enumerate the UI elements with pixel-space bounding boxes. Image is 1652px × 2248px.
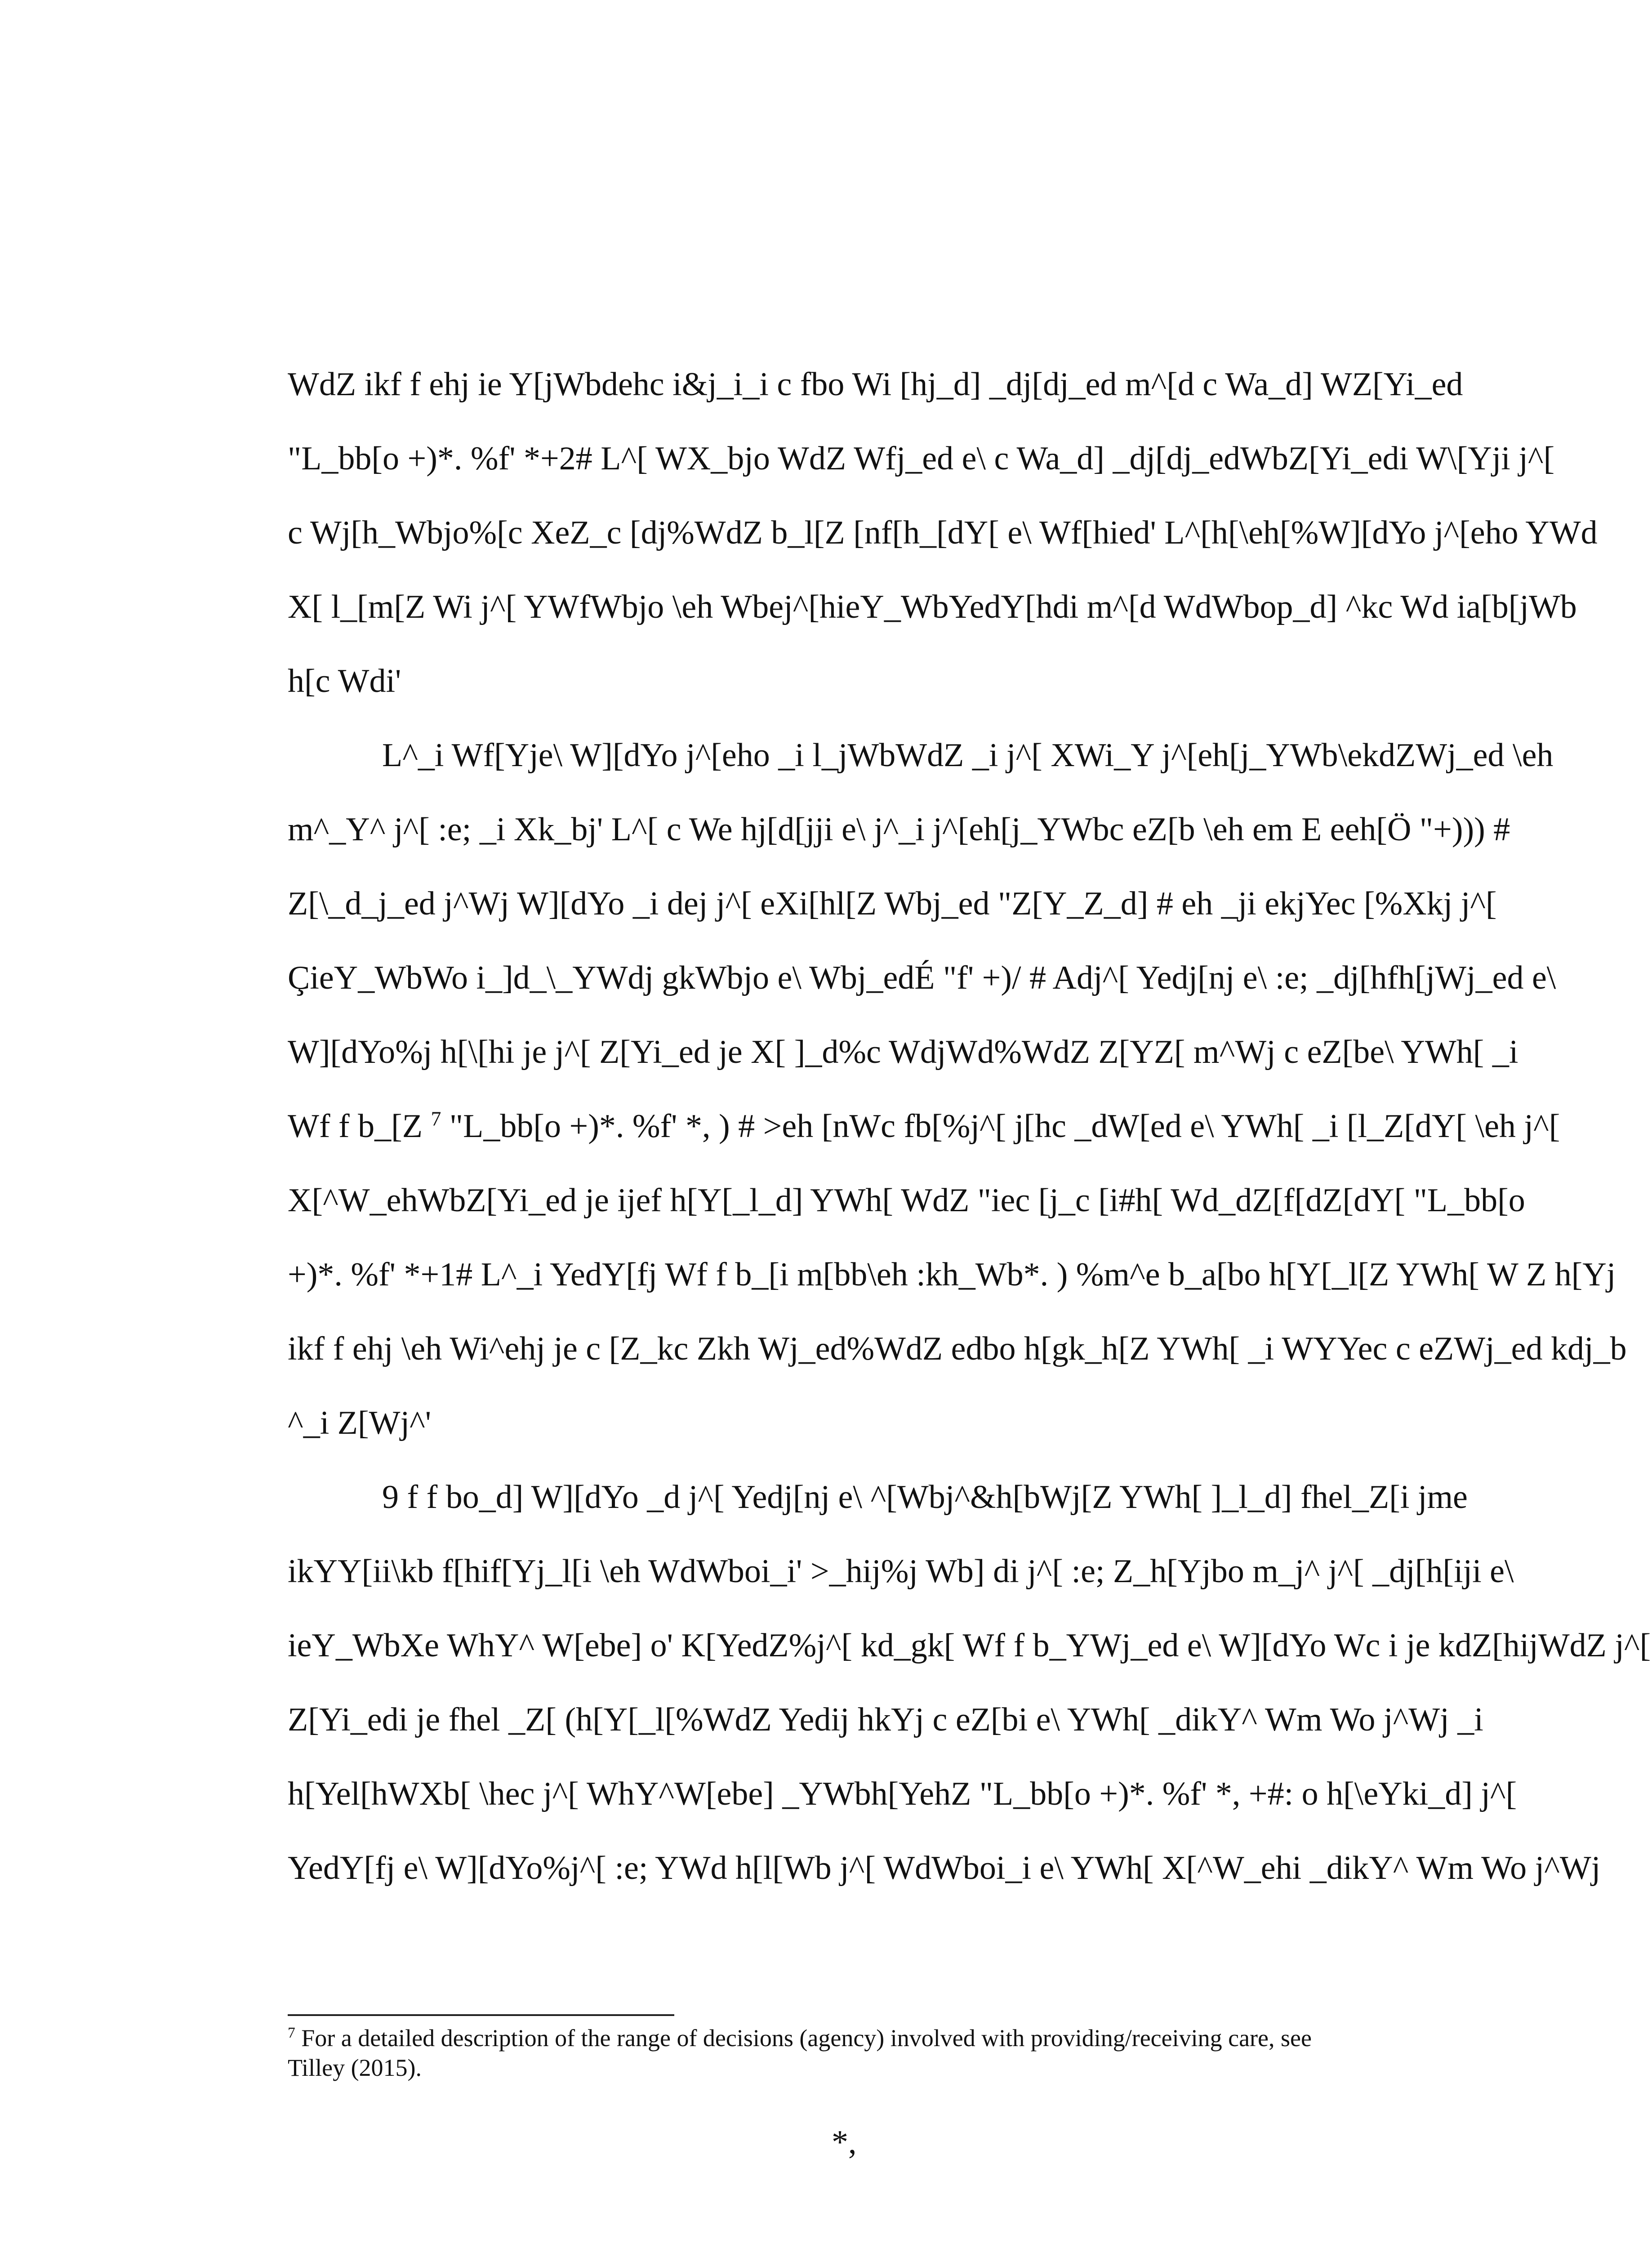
- text-line: WdZ ikf f ehj ie Y[jWbdehc i&j_i_i c fbo Wi [hj_d] _dj[dj_ed m^[d c Wa_d] WZ[Yi_ed: [288, 366, 1463, 403]
- text-line: ikYY[ii\kb f[hif[Yj_l[i \eh WdWboi_i' >_hij%j Wb] di j^[ :e; Z_h[Yjbo m_j^ j^[ _dj[h[iji e\: [288, 1553, 1514, 1590]
- footnote-text-1: For a detailed description of the range of decisions (agency) involved with providing/receiving care, see: [301, 2025, 1312, 2052]
- text-line: ieY_WbXe WhY^ W[ebe] o' K[YedZ%j^[ kd_gk[ Wf f b_YWj_ed e\ W][dYo Wc i je kdZ[hijWdZ j^[: [288, 1627, 1651, 1664]
- text-line: Z[\_d_j_ed j^Wj W][dYo _i dej j^[ eXi[hl[Z Wbj_ed "Z[Y_Z_d] # eh _ji ekjYec [%Xkj j^[: [288, 885, 1497, 922]
- text-line: h[Yel[hWXb[ \hec j^[ WhY^W[ebe] _YWbh[YehZ "L_bb[o +)*. %f' *, +#: o h[\eYki_d] j^[: [288, 1775, 1517, 1812]
- footnote-marker: 7: [288, 2025, 295, 2041]
- text-line: X[ l_[m[Z Wi j^[ YWfWbjo \eh Wbej^[hieY_WbYedY[hdi m^[d WdWbop_d] ^kc Wd ia[b[jWb: [288, 589, 1577, 625]
- text-line: Z[Yi_edi je fhel _Z[ (h[Y[_l[%WdZ Yedij hkYj c eZ[bi e\ YWh[ _dikY^ Wm Wo j^Wj _i: [288, 1701, 1483, 1738]
- page-number: *,: [832, 2124, 857, 2161]
- text-line: 9 f f bo_d] W][dYo _d j^[ Yedj[nj e\ ^[Wbj^&h[bWj[Z YWh[ ]_l_d] fhel_Z[i jme: [382, 1479, 1468, 1516]
- footnote-line-1: [288, 2023, 1438, 2053]
- text-line: W][dYo%j h[\[hi je j^[ Z[Yi_ed je X[ ]_d%c WdjWd%WdZ Z[YZ[ m^Wj c eZ[be\ YWh[ _i: [288, 1034, 1518, 1070]
- text-line: m^_Y^ j^[ :e; _i Xk_bj' L^[ c We hj[d[jji e\ j^_i j^[eh[j_YWbc eZ[b \eh em E eeh[Ö "+))) #: [288, 811, 1510, 848]
- text-line: L^_i Wf[Yje\ W][dYo j^[eho _i l_jWbWdZ _i j^[ XWi_Y j^[eh[j_YWb\ekdZWj_ed \eh: [382, 737, 1554, 774]
- text-line: +)*. %f' *+1# L^_i YedY[fj Wf f b_[i m[bb\eh :kh_Wb*. ) %m^e b_a[bo h[Y[_l[Z YWh[ W Z h[Yj: [288, 1256, 1616, 1293]
- text-line: X[^W_ehWbZ[Yi_ed je ijef h[Y[_l_d] YWh[ WdZ "iec [j_c [i#h[ Wd_dZ[f[dZ[dY[ "L_bb[o: [288, 1182, 1525, 1219]
- text-line: Wf f b_[Z $^7$ "L_bb[o +)*. %f' *, ) # >eh [nWc fb[%j^[ j[hc _dW[ed e\ YWh[ _i [l_Z[dY[ \eh j^[: [288, 1107, 1560, 1145]
- text-line: ^_i Z[Wj^': [288, 1405, 432, 1441]
- text-line: h[c Wdi': [288, 663, 401, 700]
- text-line: ikf f ehj \eh Wi^ehj je c [Z_kc Zkh Wj_ed%WdZ edbo h[gk_h[Z YWh[ _i WYYec c eZWj_ed kdj_b: [288, 1330, 1627, 1367]
- text-line: c Wj[h_Wbjo%[c XeZ_c [dj%WdZ b_l[Z [nf[h_[dY[ e\ Wf[hied' L^[h[\eh[%W][dYo j^[eho YWd: [288, 514, 1598, 551]
- footnote-text-2: Tilley (2015).: [288, 2054, 422, 2081]
- footnote-line-2: [288, 2053, 1438, 2083]
- text-line: "L_bb[o +)*. %f' *+2# L^[ WX_bjo WdZ Wfj_ed e\ c Wa_d] _dj[dj_edWbZ[Yi_edi W\[Yji j^[: [288, 440, 1555, 477]
- text-line: YedY[fj e\ W][dYo%j^[ :e; YWd h[l[Wb j^[ WdWboi_i e\ YWh[ X[^W_ehi _dikY^ Wm Wo j^Wj: [288, 1850, 1601, 1887]
- text-line: ÇieY_WbWo i_]d_\_YWdj gkWbjo e\ Wbj_edÉ "f' +)/ # Adj^[ Yedj[nj e\ :e; _dj[hfh[jWj_ed e\: [288, 959, 1556, 996]
- footnote-reference: 7: [431, 1107, 441, 1130]
- footnote-divider: [288, 2014, 674, 2016]
